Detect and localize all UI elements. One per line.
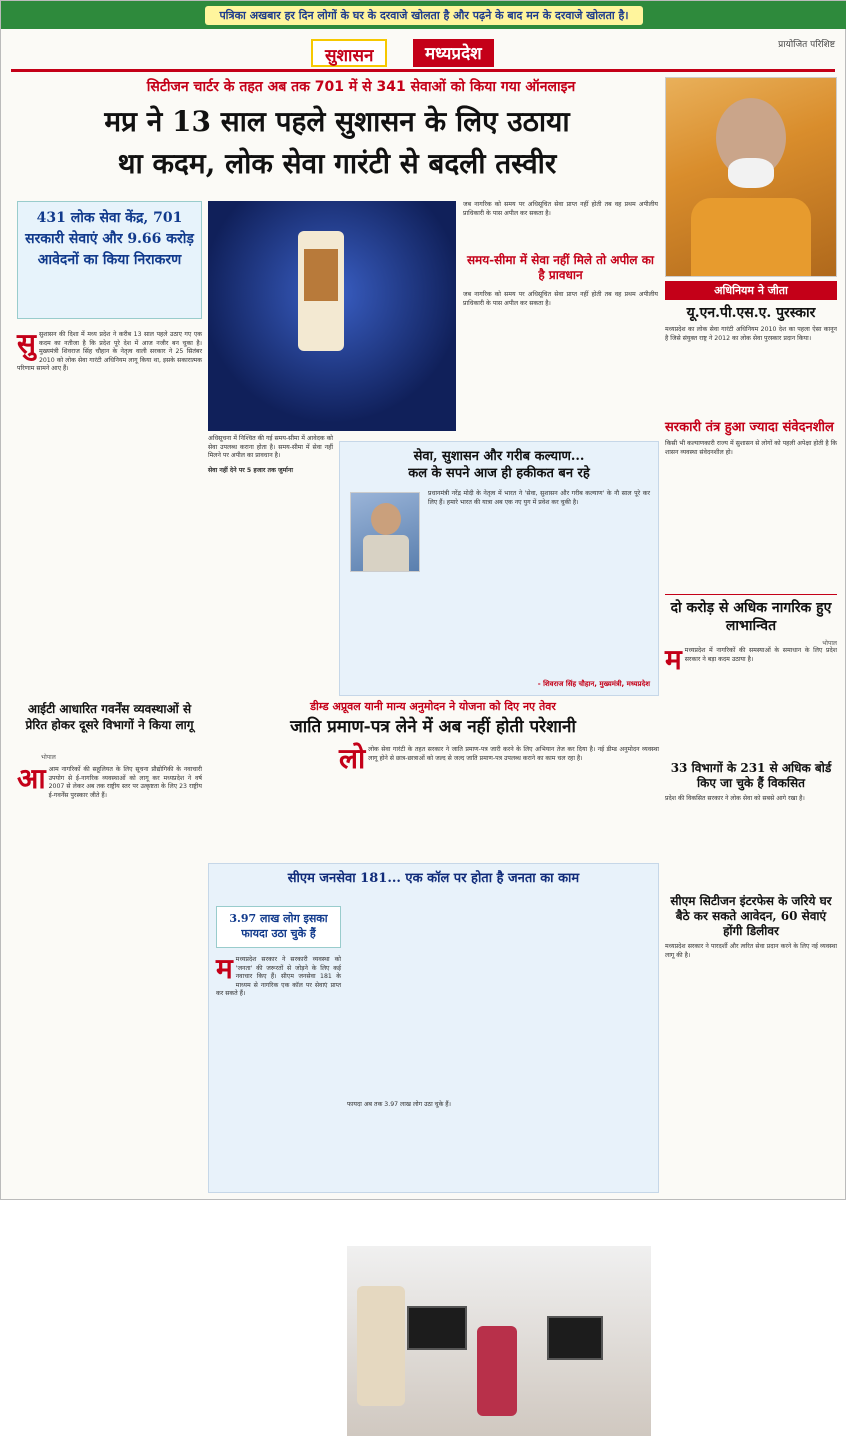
sidebar-highlight: दो करोड़ से अधिक नागरिक हुए लाभान्वित xyxy=(665,594,837,635)
caste-drop-cap: लो xyxy=(339,742,366,775)
tag-madhyapradesh: मध्यप्रदेश xyxy=(413,39,494,67)
body-col2-text: अधिसूचना में निश्चित की गई समय-सीमा में आवेदक को सेवा उपलब्ध कराना होता है। समय-सीमा में सेवा नहीं मिलने पर अपील का प्रावधान है। xyxy=(208,435,333,460)
body-column-2 xyxy=(208,435,333,691)
it-section-text: आम नागरिकों की सहूलियत के लिए सूचना प्रौद्योगिकी के नवाचारी उपयोग से ई-नागरिक व्यवस्थाओं को लागू कर मध्यप्रदेश ने वर्ष 2007 से लेकर अब तक राष्ट्रीय स्तर पर उत्कृष्टता के लिए 23 राष्ट्रीय ई-गवर्नेंस पुरस्कार जीते हैं। xyxy=(48,766,202,799)
janseva-heading: सीएम जनसेवा 181... एक कॉल पर होता है जनता का काम xyxy=(287,871,580,886)
speaker-face xyxy=(208,201,232,225)
janseva-text: मध्यप्रदेश सरकार ने सरकारी व्यवस्था को 'जनता' की जरूरतों से जोड़ने के लिए कई नवाचार किए हैं। सीएम जनसेवा 181 के माध्यम से नागरिक एक कॉल पर सेवाएं प्राप्त कर सकते हैं। xyxy=(216,956,341,998)
body-column-1 xyxy=(17,327,202,691)
call-center-operator xyxy=(477,1326,517,1416)
tag-sushasan: सुशासन xyxy=(311,39,387,67)
headline-line-1: मप्र ने 13 साल पहले सुशासन के लिए उठाया xyxy=(104,105,570,138)
speaker-vest xyxy=(304,249,338,301)
portrait-body xyxy=(363,535,409,572)
body-col3-text: जब नागरिक को समय पर अधिसूचित सेवा प्राप्त नहीं होती तब वह प्रथम अपीलीय प्राधिकारी के पास अपील कर सकता है। xyxy=(463,201,658,217)
headline-line-2: था कदम, लोक सेवा गारंटी से बदली तस्वीर xyxy=(117,147,557,180)
top-banner-text: पत्रिका अखबार हर दिन लोगों के घर के दरवाजे खोलता है और पढ़ने के बाद मन के दरवाजे खोलता है। xyxy=(205,6,642,25)
it-section-body xyxy=(17,762,202,1191)
janseva-drop-cap: म xyxy=(216,952,233,985)
cm-portrait xyxy=(350,492,420,572)
pm-beard xyxy=(728,158,774,188)
top-banner xyxy=(1,1,846,29)
body-col3-text-2: जब नागरिक को समय पर अधिसूचित सेवा प्राप्त नहीं होती तब वह प्रथम अपीलीय प्राधिकारी के पास अपील कर सकता है। xyxy=(463,291,658,307)
cm-stage-photo xyxy=(208,201,456,431)
body-col1-text: सुशासन की दिशा में मध्य प्रदेश ने करीब 13 साल पहले उठाए गए एक कदम का नतीजा है कि प्रदेश पूरे देश में आज नजीर बन चुका है। मुख्यमंत्री शिवराज सिंह चौहान के नेतृत्व वाली सरकार ने 25 सितंबर 2010 को लोक सेवा गारंटी अधिनियम लागू किया था, इसके सकारात्मक परिणाम सामने आए हैं। xyxy=(17,331,202,373)
top-rule xyxy=(11,69,835,72)
quote-heading-2: कल के सपने आज ही हकीकत बन रहे xyxy=(408,466,590,481)
sidebar-text-3-content: मध्यप्रदेश में नागरिकों की समस्याओं के समाधान के लिए प्रदेश सरकार ने बड़ा कदम उठाया है। xyxy=(684,647,837,663)
sidebar-text-2: किसी भी कल्याणकारी राज्य में सुशासन से लोगों को पहली अपेक्षा होती है कि शासन व्यवस्था संवेदनशील हो। xyxy=(665,440,837,456)
penalty-note: सेवा नहीं देने पर 5 हजार तक जुर्माना xyxy=(208,466,293,474)
award-badge: अधिनियम ने जीता xyxy=(665,281,837,300)
sidebar-dateline: भोपाल xyxy=(822,640,837,647)
cm-quote-box xyxy=(339,441,659,696)
janseva-stat: 3.97 लाख लोग इसका फायदा उठा चुके हैं xyxy=(216,906,341,948)
body-column-3-top xyxy=(463,201,658,251)
sidebar-subhead-1: सरकारी तंत्र हुआ ज्यादा संवेदनशील xyxy=(665,420,834,435)
caste-kicker: डीम्ड अप्रूवल यानी मान्य अनुमोदन ने योजना को दिए नए तेवर xyxy=(310,700,556,713)
sponsored-label: प्रायोजित परिशिष्ट xyxy=(778,40,835,50)
it-dateline: भोपाल xyxy=(41,754,56,761)
drop-cap: सु xyxy=(17,327,36,360)
it-section-heading: आईटी आधारित गवर्नेंस व्यवस्थाओं से प्रेरित होकर दूसरे विभागों ने किया लागू xyxy=(25,702,194,732)
pm-kurta xyxy=(691,198,811,277)
sidebar-text-4: प्रदेश की विकसित सरकार ने लोक सेवा को सबसे आगे रखा है। xyxy=(665,795,805,802)
sidebar-subhead-3: सीएम सिटीजन इंटरफेस के जरिये घर बैठे कर सकते आवेदन, 60 सेवाएं होंगी डिलीवर xyxy=(670,894,832,938)
monitor-1 xyxy=(407,1306,467,1350)
sidebar-text-1: मध्यप्रदेश का लोक सेवा गारंटी अधिनियम 2010 देश का पहला ऐसा कानून है जिसे संयुक्त राष्ट्र ने 2012 का लोक सेवा पुरस्कार प्रदान किया। xyxy=(665,326,837,342)
quote-heading-1: सेवा, सुशासन और गरीब कल्याण... xyxy=(413,449,585,464)
award-title: यू.एन.पी.एस.ए. पुरस्कार xyxy=(686,305,816,321)
janseva-body xyxy=(216,952,341,1186)
pm-photo xyxy=(665,77,837,277)
sidebar-subhead-2: 33 विभागों के 231 से अधिक बोर्ड किए जा चुके हैं विकसित xyxy=(670,761,832,790)
subhead-appeal: समय-सीमा में सेवा नहीं मिले तो अपील का है प्रावधान xyxy=(466,253,655,282)
quote-text: प्रधानमंत्री नरेंद्र मोदी के नेतृत्व में भारत ने 'सेवा, सुशासन और गरीब कल्याण' के नौ साल पूरे कर लिए हैं। हमारे भारत की यात्रा अब एक नए युग में प्रवेश कर चुकी है। xyxy=(428,490,650,506)
it-drop-cap: आ xyxy=(17,762,46,795)
main-headline xyxy=(17,101,657,185)
sidebar-drop-cap: म xyxy=(665,643,682,676)
stat-box-services: 431 लोक सेवा केंद्र, 701 सरकारी सेवाएं और 9.66 करोड़ आवेदनों का किया निराकरण xyxy=(17,201,202,319)
right-sidebar xyxy=(665,77,837,1193)
janseva-body-2: फायदा अब तक 3.97 लाख लोग उठा चुके हैं। xyxy=(347,1101,451,1108)
sidebar-text-5: मध्यप्रदेश सरकार ने पारदर्शी और त्वरित सेवा प्रदान करने के लिए नई व्यवस्था लागू की है। xyxy=(665,943,837,959)
call-center-visitor xyxy=(357,1286,405,1406)
portrait-face xyxy=(371,503,401,535)
monitor-2 xyxy=(547,1316,603,1360)
main-kicker: सिटीजन चार्टर के तहत अब तक 701 में से 341 सेवाओं को किया गया ऑनलाइन xyxy=(146,79,576,95)
quote-signature: - शिवराज सिंह चौहान, मुख्यमंत्री, मध्यप्रदेश xyxy=(537,680,650,688)
caste-body xyxy=(339,742,659,856)
caste-heading: जाति प्रमाण-पत्र लेने में अब नहीं होती परेशानी xyxy=(290,717,576,737)
call-center-photo xyxy=(347,1246,651,1436)
body-column-3 xyxy=(463,291,658,431)
caste-text: लोक सेवा गारंटी के तहत सरकार ने जाति प्रमाण-पत्र जारी करने के लिए अभियान तेज कर दिया है। नई डीम्ड अनुमोदन व्यवस्था लागू होने से छात्र-छात्राओं को जल्द से जल्द जाति प्रमाण-पत्र उपलब्ध कराने का काम चल रहा है। xyxy=(368,746,659,762)
